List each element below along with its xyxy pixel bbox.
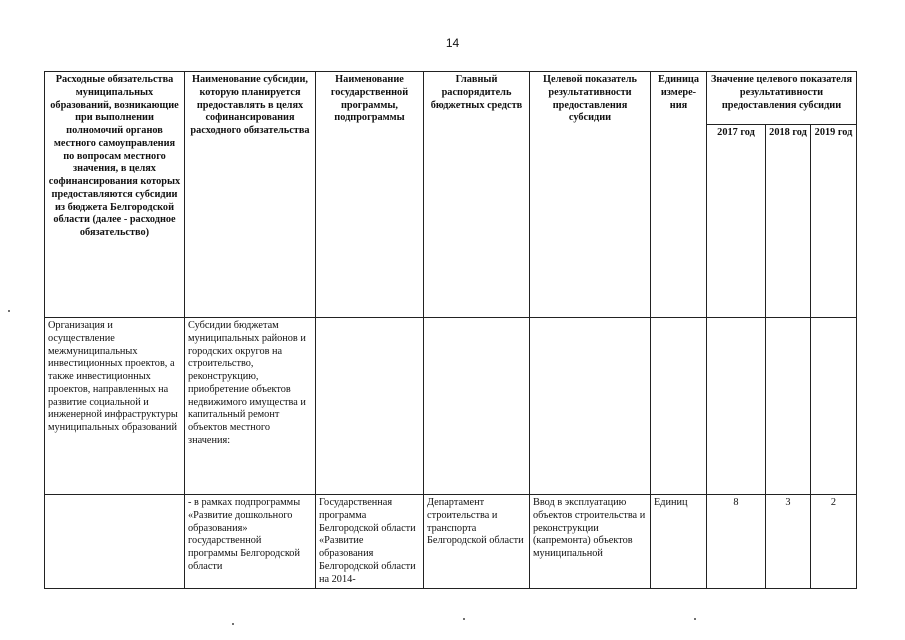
subsidy-table <box>44 71 857 589</box>
header-subsidy-name: Наименование субсидии, которую планируется предоставлять в целях софинансирования расходного обязательства <box>185 72 316 318</box>
row-value-2017 <box>707 318 766 495</box>
row-manager <box>424 318 530 495</box>
row-value-2018: 3 <box>766 495 811 589</box>
table-row <box>45 318 857 495</box>
table-header-row-1 <box>45 72 857 125</box>
table-row <box>45 495 857 589</box>
row-subsidy: Субсидии бюджетам муниципальных районов и городских округов на строительство, реконструкцию, приобретение объектов недвижимого имущества и капитальный ремонт объектов местного значения: <box>185 318 316 495</box>
header-year-2019: 2019 год <box>811 125 857 318</box>
header-budget-manager: Главный распорядитель бюджетных средств <box>424 72 530 318</box>
scan-speck <box>8 310 10 312</box>
row-obligation <box>45 495 185 589</box>
row-value-2019: 2 <box>811 495 857 589</box>
scan-speck <box>463 618 465 620</box>
row-unit <box>651 318 707 495</box>
row-manager: Департамент строительства и транспорта Белгородской области <box>424 495 530 589</box>
header-year-2017: 2017 год <box>707 125 766 318</box>
row-program: Государственная программа Белгородской области «Развитие образования Белгородской области на 2014- <box>316 495 424 589</box>
header-target-indicator: Целевой показатель результативности предоставления субсидии <box>530 72 651 318</box>
row-indicator: Ввод в эксплуатацию объектов строительства и реконструкции (капремонта) объектов муниципальной <box>530 495 651 589</box>
header-target-value: Значение целевого показателя результативности предоставления субсидии <box>707 72 857 125</box>
row-subsidy: - в рамках подпрограммы «Развитие дошкольного образования» государственной программы Белгородской области <box>185 495 316 589</box>
scan-speck <box>694 618 696 620</box>
page-number: 14 <box>445 36 460 50</box>
row-value-2017: 8 <box>707 495 766 589</box>
row-indicator <box>530 318 651 495</box>
header-unit: Единица измере-ния <box>651 72 707 318</box>
row-program <box>316 318 424 495</box>
row-value-2019 <box>811 318 857 495</box>
scan-speck <box>232 623 234 625</box>
header-program: Наименование государственной программы, подпрограммы <box>316 72 424 318</box>
header-year-2018: 2018 год <box>766 125 811 318</box>
header-obligation: Расходные обязательства муниципальных образований, возникающие при выполнении полномочий органов местного самоуправления по вопросам местного значения, в целях софинансирования которых предоставляются субсидии из бюджета Белгородской области (далее - расходное обязательство) <box>45 72 185 318</box>
row-value-2018 <box>766 318 811 495</box>
row-unit: Единиц <box>651 495 707 589</box>
row-obligation: Организация и осуществление межмуниципальных инвестиционных проектов, а также инвестиционных проектов, направленных на развитие социальной и инженерной инфраструктуры муниципальных образований <box>45 318 185 495</box>
